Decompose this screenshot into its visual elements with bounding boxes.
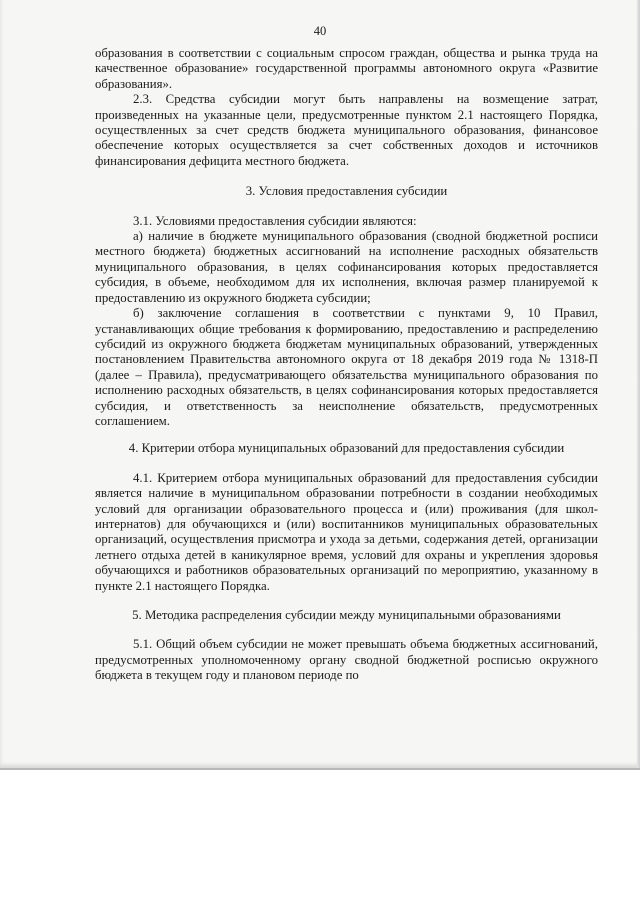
document-body (95, 46, 598, 684)
paragraph-3-1: 3.1. Условиями предоставления субсидии являются: (133, 213, 417, 228)
section-heading-5: 5. Методика распределения субсидии между муниципальными образованиями (132, 608, 561, 622)
section-heading-3: 3. Условия предоставления субсидии (245, 184, 448, 199)
paragraph-3-1-b: б) заключение соглашения в соответствии с пунктами 9, 10 Правил, устанавливающих общие требования к формированию, предоставлению и распределению субсидий из окружного бюджета бюджетам муниципальных образований, утвержденных постановлением Правительства автономного округа от 18 декабря 2019 года № 1318-П (далее – Правила), предусматривающего обязательства муниципального образования по исполнению расходных обязательств, в целях софинансирования которых предоставляется субсидия, и ответственность за неисполнение обязательств, предусмотренных соглашением. (95, 306, 598, 428)
paragraph-4-1: 4.1. Критерием отбора муниципальных образований для предоставления субсидии является наличие в муниципальном образовании потребности в создании необходимых условий для организации образовательного процесса и (или) проживания (для школ-интернатов) для обучающихся и (или) воспитанников муниципальных образовательных организаций, осуществления присмотра и ухода за детьми, содержания детей, организации летнего отдыха детей в каникулярное время, условий для охраны и укрепления здоровья обучающихся и работников образовательных организаций по мероприятию, указанному в пункте 2.1 настоящего Порядка. (95, 470, 598, 593)
paragraph-intro: образования в соответствии с социальным спросом граждан, общества и рынка труда на качественное образование» государственной программы автономного округа «Развитие образования». (95, 46, 598, 91)
section-heading-4: 4. Критерии отбора муниципальных образований для предоставления субсидии (128, 441, 565, 456)
paragraph-5-1: 5.1. Общий объем субсидии не может превышать объема бюджетных ассигнований, предусмотренных уполномоченному органу сводной бюджетной росписью окружного бюджета в текущем году и плановом периоде по (95, 637, 598, 683)
page-number: 40 (313, 24, 327, 38)
paragraph-3-1-a: а) наличие в бюджете муниципального образования (сводной бюджетной росписи местного бюджета) бюджетных ассигнований на исполнение расходных обязательств муниципального образования, в целях софинансирования которых предоставляется субсидия, в объеме, необходимом для их исполнения, включая размер планируемой к предоставлению из окружного бюджета субсидии; (95, 229, 598, 305)
paragraph-2-3: 2.3. Средства субсидии могут быть направлены на возмещение затрат, произведенных на указанные цели, предусмотренные пунктом 2.1 настоящего Порядка, осуществленных за счет средств бюджета муниципального образования, финансовое обеспечение которых осуществляется за счет собственных доходов и источников финансирования дефицита местного бюджета. (95, 92, 598, 168)
